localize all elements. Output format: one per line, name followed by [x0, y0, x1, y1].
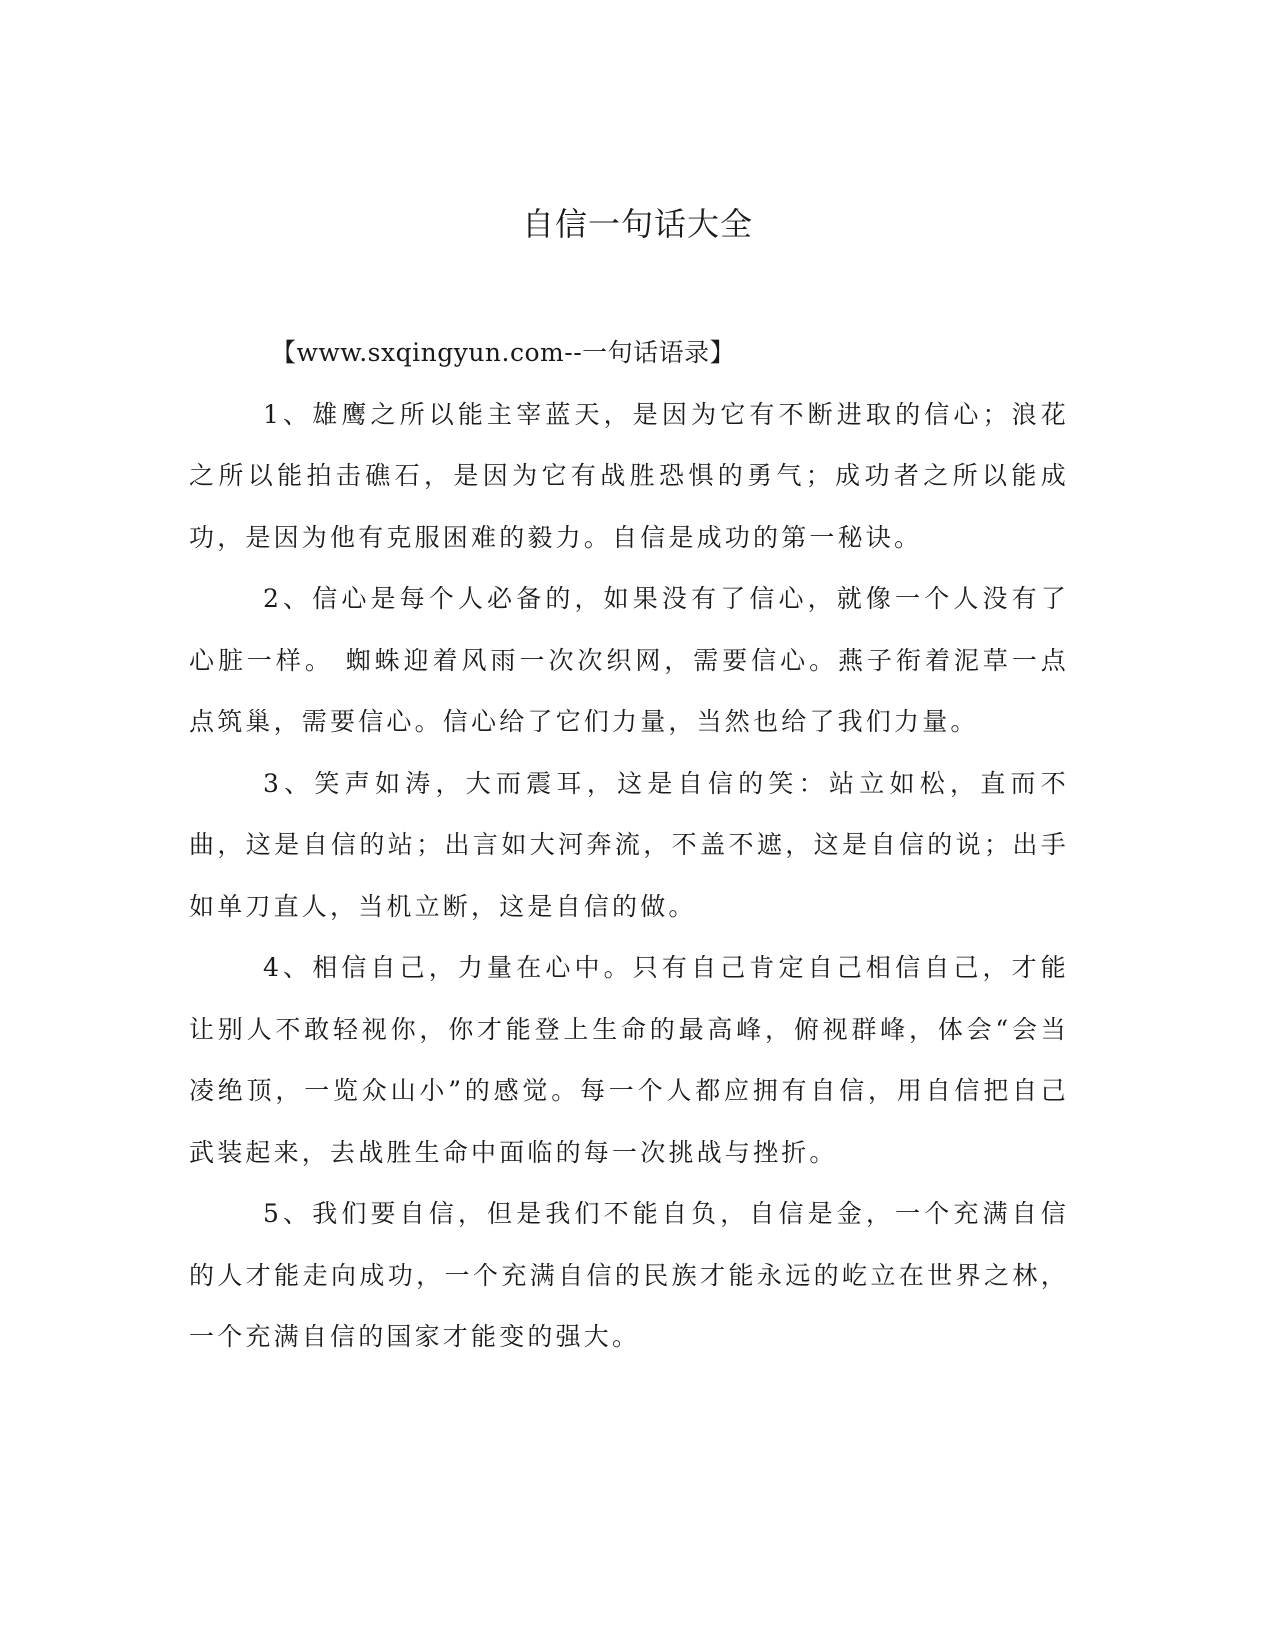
document-body: [189, 322, 1069, 1368]
paragraph-5: 5、我们要自信，但是我们不能自负，自信是金，一个充满自信的人才能走向成功，一个充满自信的民族才能永远的屹立在世界之林，一个充满自信的国家才能变的强大。: [189, 1199, 1069, 1351]
page-title: 自信一句话大全: [521, 205, 753, 243]
paragraph-1: 1、雄鹰之所以能主宰蓝天，是因为它有不断进取的信心；浪花之所以能拍击礁石，是因为它有战胜恐惧的勇气；成功者之所以能成功，是因为他有克服困难的毅力。自信是成功的第一秘诀。: [189, 399, 1069, 552]
source-line: 【www.sxqingyun.com--一句话语录】: [271, 338, 736, 367]
paragraph-2: 2、信心是每个人必备的，如果没有了信心，就像一个人没有了心脏一样。 蜘蛛迎着风雨一次次织网，需要信心。燕子衔着泥草一点点筑巢，需要信心。信心给了它们力量，当然也给了我们力量。: [189, 584, 1069, 736]
paragraph-4: 4、相信自己，力量在心中。只有自己肯定自己相信自己，才能让别人不敢轻视你，你才能登上生命的最高峰，俯视群峰，体会“会当凌绝顶，一览众山小”的感觉。每一个人都应拥有自信，用自信把自己武装起来，去战胜生命中面临的每一次挑战与挫折。: [189, 953, 1069, 1167]
paragraph-3: 3、笑声如涛，大而震耳，这是自信的笑：站立如松，直而不曲，这是自信的站；出言如大河奔流，不盖不遮，这是自信的说；出手如单刀直人，当机立断，这是自信的做。: [189, 768, 1069, 921]
